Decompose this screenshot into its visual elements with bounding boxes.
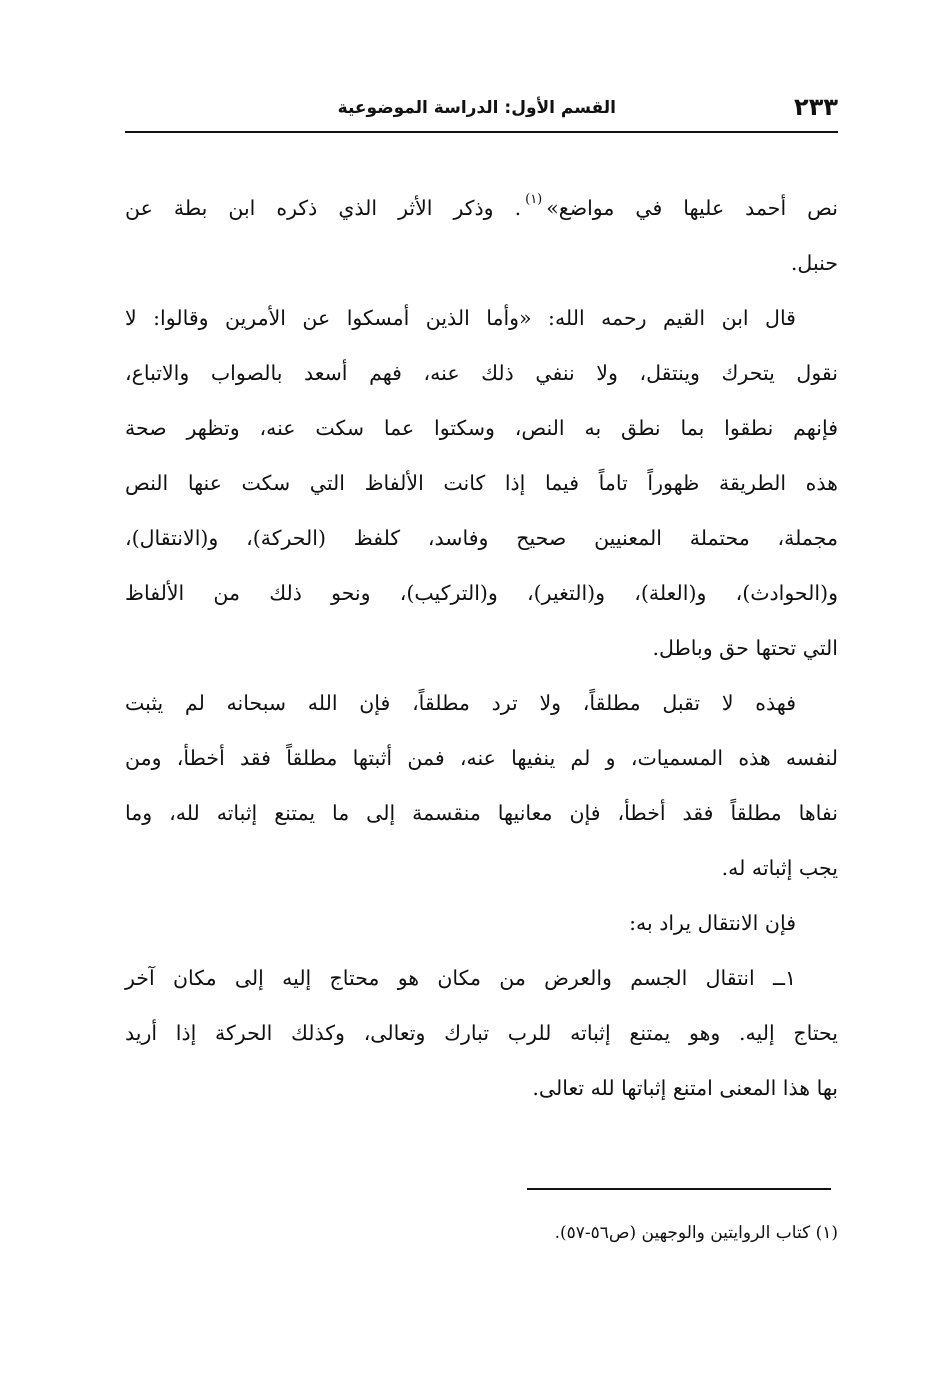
line-text-tail: . وذكر الأثر الذي ذكره ابن بطة عن [125,196,522,220]
list-item-line: ١ــ انتقال الجسم والعرض من مكان هو محتاج إليه إلى مكان آخر [125,966,796,990]
line-text: نص أحمد عليها في مواضع» [546,196,838,220]
text-line: و(الحوادث)، و(العلة)، و(التغير)، و(التركيب)، ونحو ذلك من الألفاظ [125,581,838,605]
footnote-reference: (١) [525,192,543,207]
paragraph-start-line: قال ابن القيم رحمه الله: «وأما الذين أمسكوا عن الأمرين وقالوا: لا [125,306,796,330]
body-text [125,181,838,1116]
text-line: فإنهم نطقوا بما نطق به النص، وسكتوا عما سكت عنه، وتظهر صحة [125,416,838,440]
running-title: القسم الأول: الدراسة الموضوعية [337,98,616,118]
text-line: مجملة، محتملة المعنيين صحيح وفاسد، كلفظ (الحركة)، و(الانتقال)، [125,526,838,550]
page-header [125,92,838,126]
text-line: حنبل. [790,251,838,275]
footnote-rule [527,1188,831,1190]
text-line [125,181,838,236]
text-line: يجب إثباته له. [721,856,838,880]
text-line: لنفسه هذه المسميات، و لم ينفيها عنه، فمن أثبتها مطلقاً فقد أخطأ، ومن [125,746,838,770]
text-line: نفاها مطلقاً فقد أخطأ، فإن معانيها منقسمة إلى ما يمتنع إثباته لله، وما [125,801,838,825]
text-line: نقول يتحرك وينتقل، ولا ننفي ذلك عنه، فهم أسعد بالصواب والاتباع، [125,361,838,385]
page-number: ٢٣٣ [794,93,838,121]
text-line: بها هذا المعنى امتنع إثباتها لله تعالى. [532,1076,838,1100]
text-line: هذه الطريقة ظهوراً تاماً فيما إذا كانت الألفاظ التي سكت عنها النص [125,471,838,495]
text-line: التي تحتها حق وباطل. [652,636,838,660]
paragraph-start-line: فهذه لا تقبل مطلقاً، ولا ترد مطلقاً، فإن الله سبحانه لم يثبت [125,691,796,715]
text-line: يحتاج إليه. وهو يمتنع إثباته للرب تبارك وتعالى، وكذلك الحركة إذا أريد [125,1021,838,1045]
header-rule [125,131,838,133]
footnote: (١) كتاب الروايتين والوجهين (ص٥٦-٥٧). [554,1223,838,1243]
paragraph-start-line: فإن الانتقال يراد به: [629,911,796,935]
